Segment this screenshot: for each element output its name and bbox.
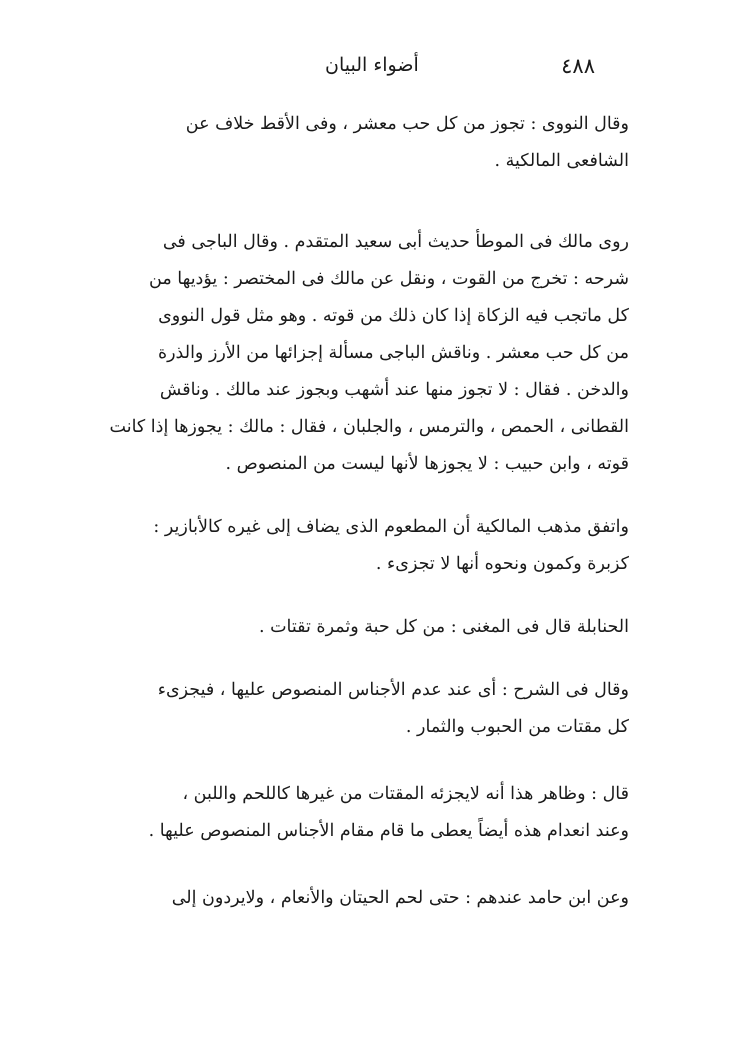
paragraph — [104, 609, 629, 646]
text-line: واتفق مذهب المالكية أن المطعوم الذى يضاف إلى غيره كالأبازير : — [153, 517, 629, 537]
text-line: الشافعى المالكية . — [494, 151, 629, 171]
paragraph — [104, 672, 629, 746]
paragraph — [104, 224, 629, 483]
text-line: روى مالك فى الموطأ حديث أبى سعيد المتقدم . وقال الباجى فى — [162, 232, 629, 252]
text-line: شرحه : تخرج من القوت ، ونقل عن مالك فى المختصر : يؤديها من — [149, 269, 629, 289]
page-header — [0, 54, 733, 84]
text-line: كل ماتجب فيه الزكاة إذا كان ذلك من قوته . وهو مثل قول النووى — [158, 306, 629, 326]
text-line: وقال فى الشرح : أى عند عدم الأجناس المنصوص عليها ، فيجزىء — [157, 680, 629, 700]
running-title: أضواء البيان — [325, 54, 419, 76]
page-number: ٤٨٨ — [561, 54, 595, 78]
text-line: والدخن . فقال : لا تجوز منها عند أشهب وبجوز عند مالك . وناقش — [159, 380, 629, 400]
paragraph — [104, 509, 629, 583]
text-line: الحنابلة قال فى المغنى : من كل حبة وثمرة تقتات . — [258, 617, 629, 637]
paragraph — [104, 880, 629, 917]
text-line: من كل حب معشر . وناقش الباجى مسألة إجزائها من الأرز والذرة — [157, 343, 629, 363]
text-line: القطانى ، الحمص ، والترمس ، والجلبان ، فقال : مالك : يجوزها إذا كانت — [109, 417, 629, 437]
text-line: وعن ابن حامد عندهم : حتى لحم الحيتان والأنعام ، ولايردون إلى — [171, 888, 629, 908]
paragraph — [104, 776, 629, 850]
text-line: وعند انعدام هذه أيضاً يعطى ما قام مقام الأجناس المنصوص عليها . — [148, 821, 629, 841]
text-line: قال : وظاهر هذا أنه لايجزئه المقتات من غيرها كاللحم واللبن ، — [182, 784, 629, 804]
text-line: كل مقتات من الحبوب والثمار . — [405, 717, 629, 737]
text-line: كزبرة وكمون ونحوه أنها لا تجزىء . — [375, 554, 629, 574]
text-line: قوته ، وابن حبيب : لا يجوزها لأنها ليست من المنصوص . — [225, 454, 629, 474]
page-body — [104, 106, 629, 917]
paragraph — [104, 106, 629, 180]
text-line: وقال النووى : تجوز من كل حب معشر ، وفى الأقط خلاف عن — [185, 114, 629, 134]
